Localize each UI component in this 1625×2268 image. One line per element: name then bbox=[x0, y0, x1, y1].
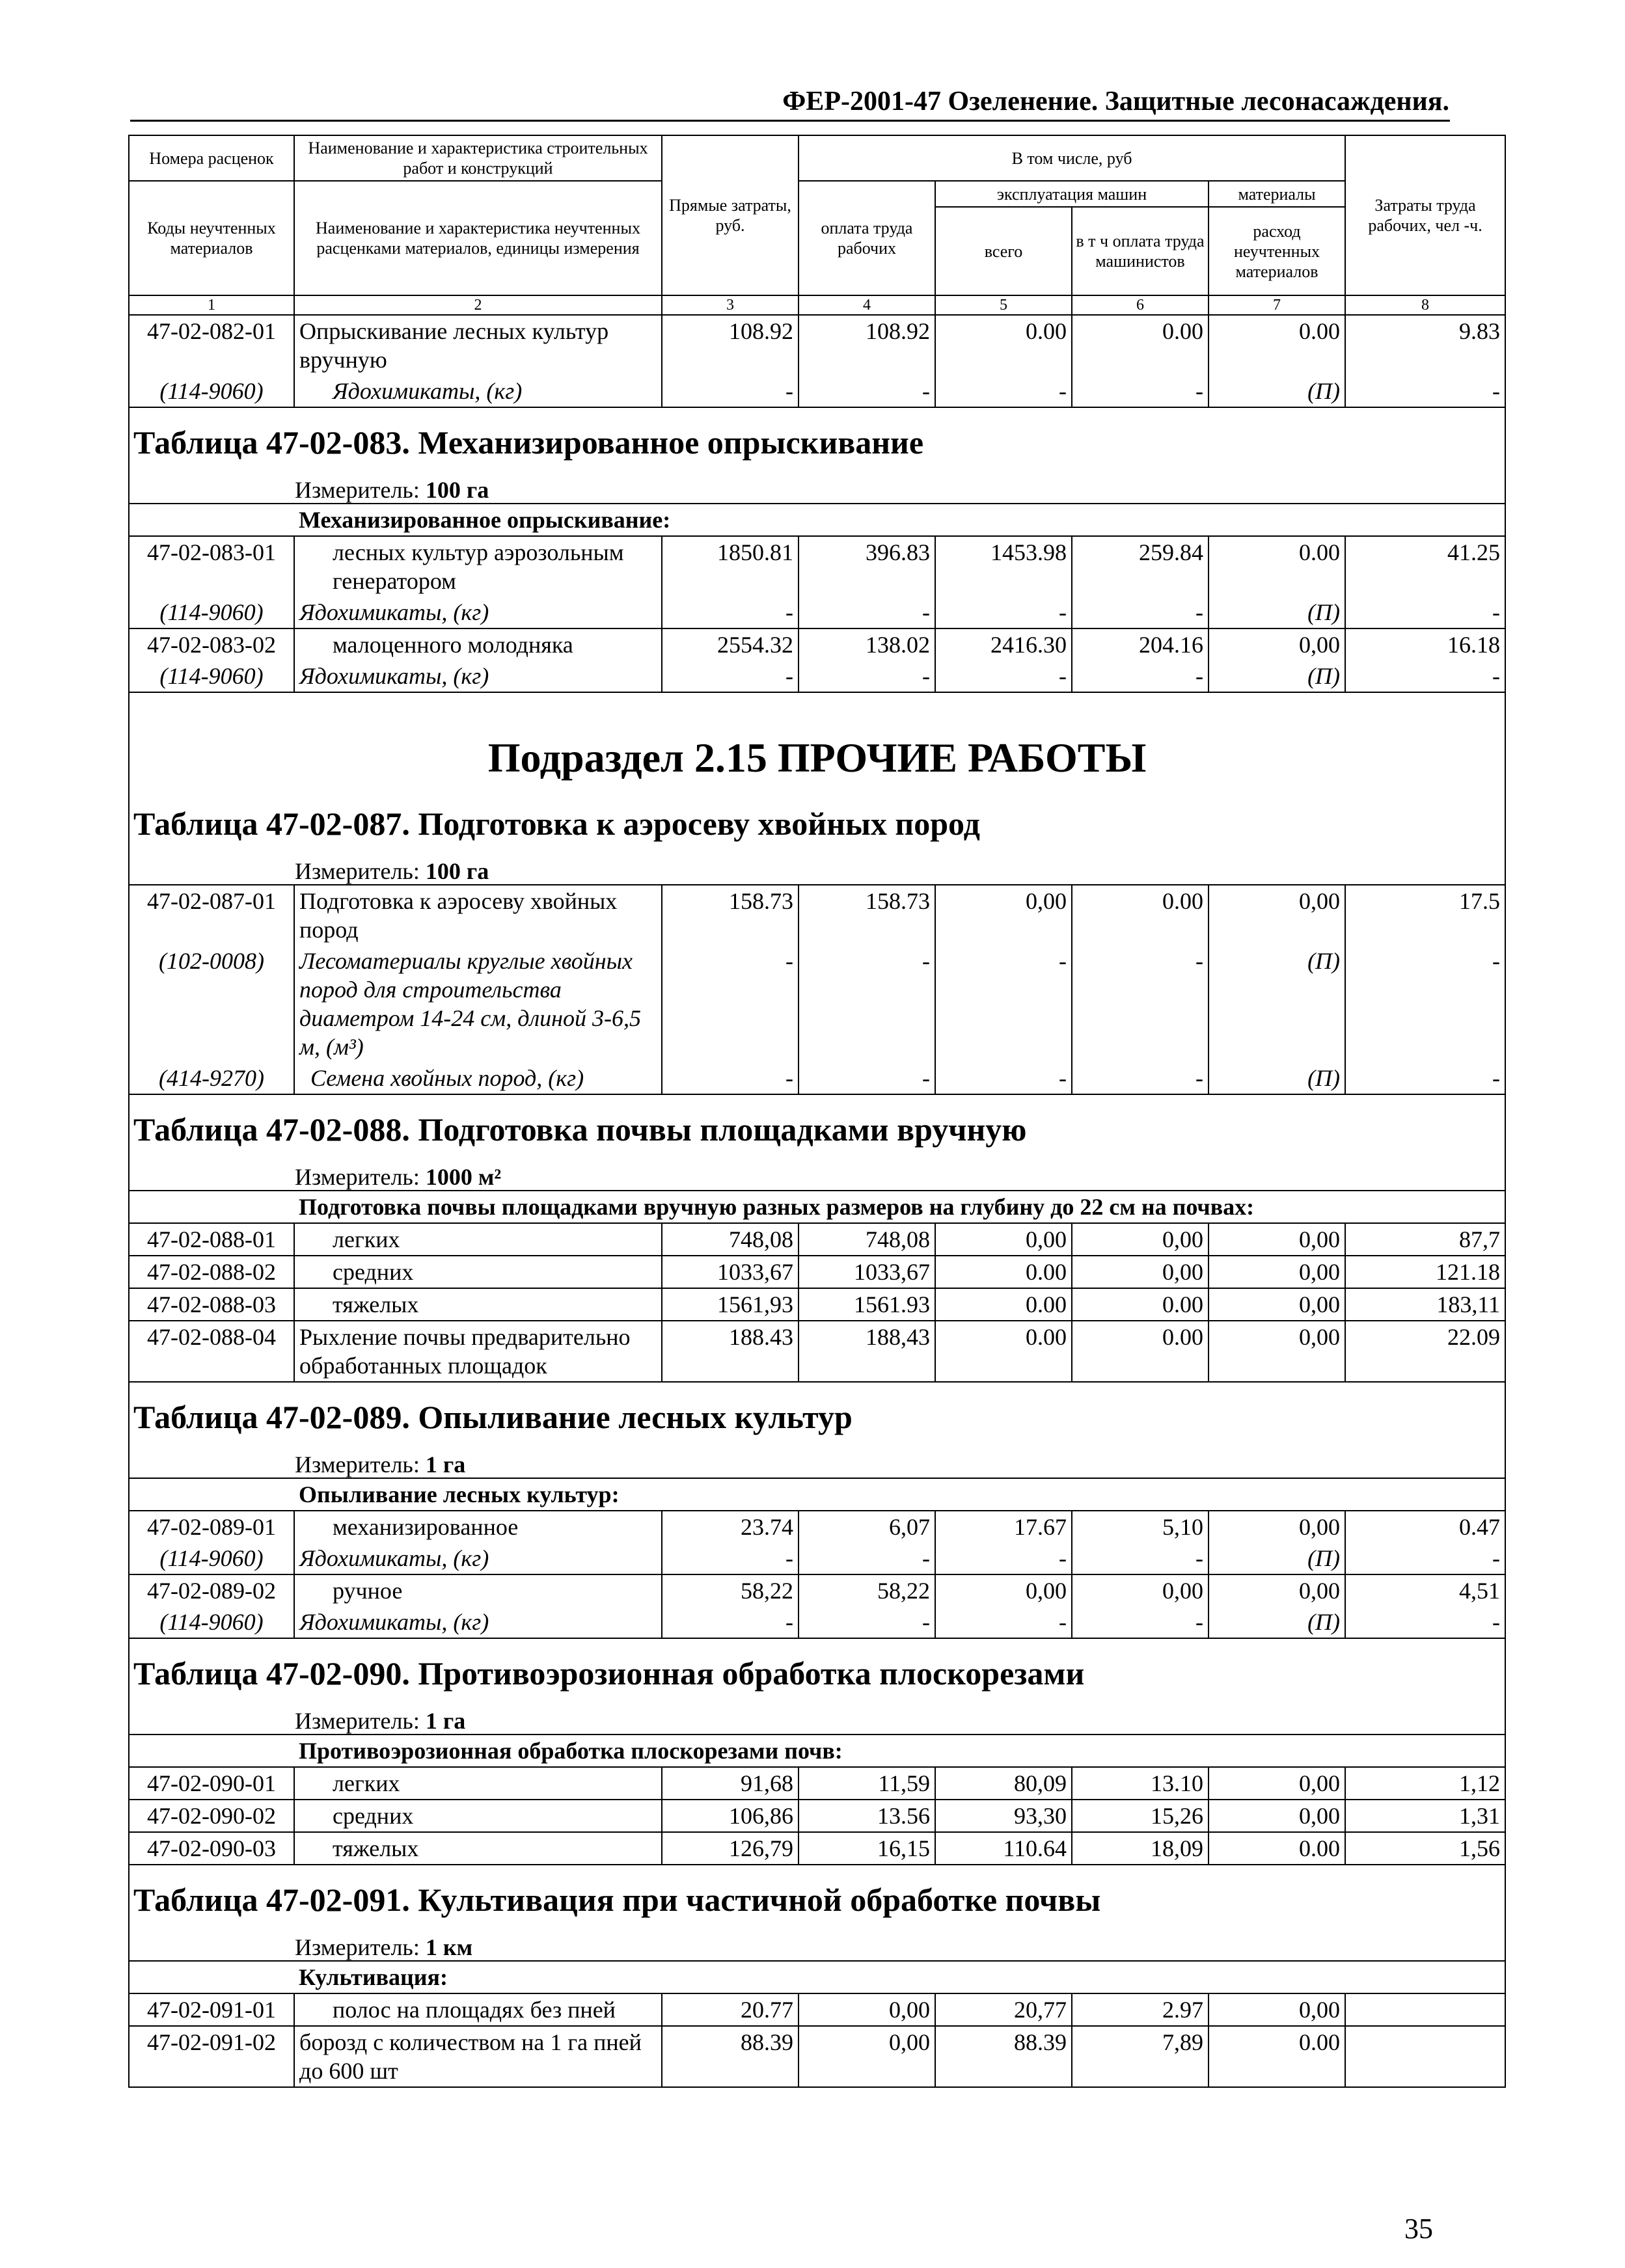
cell: (П) bbox=[1209, 1606, 1345, 1638]
material-name: Семена хвойных пород, (кг) bbox=[294, 1062, 662, 1094]
unit-label: Измеритель: bbox=[295, 1708, 420, 1734]
rate-code: 47-02-082-01 bbox=[129, 315, 294, 375]
unit-line bbox=[130, 1930, 1505, 1960]
material-name: Ядохимикаты, (кг) bbox=[294, 660, 662, 692]
group-row bbox=[129, 1961, 1505, 1993]
cell: - bbox=[935, 597, 1072, 628]
cell: - bbox=[1345, 1543, 1505, 1574]
direct-cost: 23.74 bbox=[662, 1511, 799, 1543]
hdr-col1-bottom: Коды неучтенных материалов bbox=[129, 181, 294, 295]
material-row bbox=[129, 1543, 1505, 1574]
cell: - bbox=[1345, 945, 1505, 1062]
labor-hours: 0.47 bbox=[1345, 1511, 1505, 1543]
direct-cost: 126,79 bbox=[662, 1832, 799, 1865]
table-row bbox=[129, 1574, 1505, 1606]
machinist-pay: 13.10 bbox=[1072, 1767, 1209, 1800]
materials: 0,00 bbox=[1209, 1288, 1345, 1321]
labor-hours: 41.25 bbox=[1345, 536, 1505, 597]
cell: - bbox=[935, 1606, 1072, 1638]
hdr-col6: в т ч оплата труда машинистов bbox=[1072, 207, 1209, 295]
table-title: Таблица 47-02-091. Культивация при частичной обработке почвы bbox=[133, 1882, 1101, 1918]
col-num-5: 5 bbox=[935, 295, 1072, 315]
group-title: Опыливание лесных культур: bbox=[294, 1478, 1505, 1511]
direct-cost: 88.39 bbox=[662, 2026, 799, 2087]
labor-pay: 58,22 bbox=[799, 1574, 935, 1606]
materials: 0,00 bbox=[1209, 885, 1345, 945]
table-row bbox=[129, 1321, 1505, 1382]
unit-line bbox=[130, 1448, 1505, 1478]
materials: 0,00 bbox=[1209, 1321, 1345, 1382]
material-name: Ядохимикаты, (кг) bbox=[294, 597, 662, 628]
machines-total: 0.00 bbox=[935, 1288, 1072, 1321]
header-rule bbox=[130, 120, 1450, 122]
direct-cost: 158.73 bbox=[662, 885, 799, 945]
cell: (П) bbox=[1209, 1543, 1345, 1574]
table-title: Таблица 47-02-087. Подготовка к аэросеву хвойных пород bbox=[133, 805, 980, 842]
table-title: Таблица 47-02-088. Подготовка почвы площадками вручную bbox=[133, 1111, 1027, 1148]
work-name: лесных культур аэрозольным генератором bbox=[294, 536, 662, 597]
hdr-group-machines: эксплуатация машин bbox=[935, 181, 1209, 207]
labor-hours: 183,11 bbox=[1345, 1288, 1505, 1321]
cell: - bbox=[1072, 1606, 1209, 1638]
group-title: Подготовка почвы площадками вручную разных размеров на глубину до 22 см на почвах: bbox=[294, 1191, 1505, 1223]
table-title: Таблица 47-02-083. Механизированное опрыскивание bbox=[133, 424, 924, 461]
machinist-pay: 2.97 bbox=[1072, 1993, 1209, 2026]
unit-label: Измеритель: bbox=[295, 858, 420, 884]
materials: 0,00 bbox=[1209, 1574, 1345, 1606]
labor-hours: 16.18 bbox=[1345, 628, 1505, 660]
labor-hours: 4,51 bbox=[1345, 1574, 1505, 1606]
unit-value: 1000 м² bbox=[425, 1164, 502, 1190]
machines-total: 0,00 bbox=[935, 885, 1072, 945]
table-row bbox=[129, 2026, 1505, 2087]
rate-code: 47-02-089-02 bbox=[129, 1574, 294, 1606]
labor-hours bbox=[1345, 2026, 1505, 2087]
material-row bbox=[129, 375, 1505, 407]
material-code: (414-9270) bbox=[129, 1062, 294, 1094]
running-header: ФЕР-2001-47 Озеленение. Защитные лесонасаждения. bbox=[782, 87, 1449, 116]
labor-hours: 1,31 bbox=[1345, 1800, 1505, 1832]
cell: (П) bbox=[1209, 1062, 1345, 1094]
table-row bbox=[129, 536, 1505, 597]
machinist-pay: 0,00 bbox=[1072, 1574, 1209, 1606]
cell: - bbox=[1345, 375, 1505, 407]
machinist-pay: 0.00 bbox=[1072, 315, 1209, 375]
col-num-7: 7 bbox=[1209, 295, 1345, 315]
direct-cost: 106,86 bbox=[662, 1800, 799, 1832]
cell: - bbox=[662, 1543, 799, 1574]
direct-cost: 108.92 bbox=[662, 315, 799, 375]
table-row bbox=[129, 1993, 1505, 2026]
labor-hours: 87,7 bbox=[1345, 1223, 1505, 1256]
direct-cost: 20.77 bbox=[662, 1993, 799, 2026]
cell: - bbox=[935, 1062, 1072, 1094]
unit-line bbox=[130, 1704, 1505, 1734]
labor-pay: 16,15 bbox=[799, 1832, 935, 1865]
labor-pay: 1561.93 bbox=[799, 1288, 935, 1321]
machinist-pay: 0,00 bbox=[1072, 1256, 1209, 1288]
unit-label: Измеритель: bbox=[295, 1451, 420, 1478]
group-title: Культивация: bbox=[294, 1961, 1505, 1993]
header-row-2 bbox=[129, 181, 1505, 207]
table-title: Таблица 47-02-089. Опыливание лесных культур bbox=[133, 1399, 853, 1435]
work-name: тяжелых bbox=[294, 1288, 662, 1321]
cell: - bbox=[799, 375, 935, 407]
hdr-col5: всего bbox=[935, 207, 1072, 295]
materials: 0.00 bbox=[1209, 536, 1345, 597]
cell: (П) bbox=[1209, 945, 1345, 1062]
group-row bbox=[129, 1191, 1505, 1223]
labor-pay: 748,08 bbox=[799, 1223, 935, 1256]
machinist-pay: 259.84 bbox=[1072, 536, 1209, 597]
work-name: малоценного молодняка bbox=[294, 628, 662, 660]
hdr-col8: Затраты труда рабочих, чел -ч. bbox=[1345, 135, 1505, 295]
material-name: Ядохимикаты, (кг) bbox=[294, 1606, 662, 1638]
work-name: ручное bbox=[294, 1574, 662, 1606]
work-name: тяжелых bbox=[294, 1832, 662, 1865]
material-code: (102-0008) bbox=[129, 945, 294, 1062]
machines-total: 17.67 bbox=[935, 1511, 1072, 1543]
unit-value: 100 га bbox=[425, 858, 489, 884]
rate-code: 47-02-090-01 bbox=[129, 1767, 294, 1800]
machines-total: 110.64 bbox=[935, 1832, 1072, 1865]
machinist-pay: 15,26 bbox=[1072, 1800, 1209, 1832]
material-name: Лесоматериалы круглые хвойных пород для строительства диаметром 14-24 см, длиной 3-6,5 м, (м³) bbox=[294, 945, 662, 1062]
page-number: 35 bbox=[1404, 2213, 1433, 2245]
material-code: (114-9060) bbox=[129, 1543, 294, 1574]
materials: 0,00 bbox=[1209, 1800, 1345, 1832]
materials: 0,00 bbox=[1209, 1993, 1345, 2026]
work-name: Опрыскивание лесных культур вручную bbox=[294, 315, 662, 375]
work-name: средних bbox=[294, 1800, 662, 1832]
direct-cost: 2554.32 bbox=[662, 628, 799, 660]
rate-code: 47-02-089-01 bbox=[129, 1511, 294, 1543]
rate-code: 47-02-088-03 bbox=[129, 1288, 294, 1321]
materials: 0,00 bbox=[1209, 1223, 1345, 1256]
cell: - bbox=[662, 1062, 799, 1094]
cell: - bbox=[935, 660, 1072, 692]
labor-pay: 11,59 bbox=[799, 1767, 935, 1800]
cell: - bbox=[935, 1543, 1072, 1574]
materials: 0,00 bbox=[1209, 1511, 1345, 1543]
cell: - bbox=[662, 660, 799, 692]
cell: - bbox=[662, 945, 799, 1062]
unit-value: 1 км bbox=[425, 1934, 473, 1960]
unit-value: 100 га bbox=[425, 477, 489, 503]
rate-code: 47-02-091-02 bbox=[129, 2026, 294, 2087]
table-row bbox=[129, 1288, 1505, 1321]
machinist-pay: 0.00 bbox=[1072, 1321, 1209, 1382]
machines-total: 2416.30 bbox=[935, 628, 1072, 660]
cell: (П) bbox=[1209, 375, 1345, 407]
group-row bbox=[129, 1478, 1505, 1511]
table-title-row bbox=[129, 692, 1505, 885]
machines-total: 0.00 bbox=[935, 315, 1072, 375]
machines-total: 88.39 bbox=[935, 2026, 1072, 2087]
labor-pay: 188,43 bbox=[799, 1321, 935, 1382]
cell: - bbox=[799, 1543, 935, 1574]
cell: - bbox=[1345, 1062, 1505, 1094]
price-table bbox=[128, 135, 1506, 2088]
unit-line bbox=[130, 1160, 1505, 1190]
material-code: (114-9060) bbox=[129, 597, 294, 628]
cell: - bbox=[935, 375, 1072, 407]
materials: 0,00 bbox=[1209, 628, 1345, 660]
materials: 0,00 bbox=[1209, 1767, 1345, 1800]
table-row bbox=[129, 885, 1505, 945]
labor-pay: 158.73 bbox=[799, 885, 935, 945]
cell: (П) bbox=[1209, 597, 1345, 628]
rate-code: 47-02-090-02 bbox=[129, 1800, 294, 1832]
material-code: (114-9060) bbox=[129, 660, 294, 692]
labor-pay: 13.56 bbox=[799, 1800, 935, 1832]
direct-cost: 1561,93 bbox=[662, 1288, 799, 1321]
rate-code: 47-02-091-01 bbox=[129, 1993, 294, 2026]
labor-hours: 22.09 bbox=[1345, 1321, 1505, 1382]
cell: - bbox=[1345, 660, 1505, 692]
material-row bbox=[129, 1062, 1505, 1094]
price-table-frame bbox=[128, 135, 1505, 2088]
labor-hours: 1,56 bbox=[1345, 1832, 1505, 1865]
machinist-pay: 7,89 bbox=[1072, 2026, 1209, 2087]
materials: 0.00 bbox=[1209, 1832, 1345, 1865]
rate-code: 47-02-083-01 bbox=[129, 536, 294, 597]
material-code: (114-9060) bbox=[129, 375, 294, 407]
cell: - bbox=[935, 945, 1072, 1062]
cell: - bbox=[1345, 597, 1505, 628]
table-row bbox=[129, 1511, 1505, 1543]
machines-total: 0,00 bbox=[935, 1223, 1072, 1256]
group-row bbox=[129, 504, 1505, 536]
rate-code: 47-02-090-03 bbox=[129, 1832, 294, 1865]
machinist-pay: 0.00 bbox=[1072, 1288, 1209, 1321]
hdr-col2-bottom: Наименование и характеристика неучтенных расценками материалов, единицы измерения bbox=[294, 181, 662, 295]
cell: - bbox=[1345, 1606, 1505, 1638]
col-num-1: 1 bbox=[129, 295, 294, 315]
cell: - bbox=[1072, 375, 1209, 407]
work-name: Подготовка к аэросеву хвойных пород bbox=[294, 885, 662, 945]
hdr-col7: расход неучтенных материалов bbox=[1209, 207, 1345, 295]
material-name: Ядохимикаты, (кг) bbox=[294, 1543, 662, 1574]
rate-code: 47-02-087-01 bbox=[129, 885, 294, 945]
group-row bbox=[129, 1735, 1505, 1767]
labor-hours: 9.83 bbox=[1345, 315, 1505, 375]
table-title-row bbox=[129, 1382, 1505, 1478]
hdr-col4: оплата труда рабочих bbox=[799, 181, 935, 295]
labor-pay: 138.02 bbox=[799, 628, 935, 660]
column-numbers-row bbox=[129, 295, 1505, 315]
work-name: полос на площадях без пней bbox=[294, 1993, 662, 2026]
cell: - bbox=[799, 1606, 935, 1638]
materials: 0,00 bbox=[1209, 1256, 1345, 1288]
labor-pay: 108.92 bbox=[799, 315, 935, 375]
labor-pay: 0,00 bbox=[799, 1993, 935, 2026]
unit-label: Измеритель: bbox=[295, 1164, 420, 1190]
cell: - bbox=[799, 945, 935, 1062]
rate-code: 47-02-088-01 bbox=[129, 1223, 294, 1256]
direct-cost: 748,08 bbox=[662, 1223, 799, 1256]
material-row bbox=[129, 597, 1505, 628]
unit-label: Измеритель: bbox=[295, 477, 420, 503]
machines-total: 80,09 bbox=[935, 1767, 1072, 1800]
direct-cost: 1033,67 bbox=[662, 1256, 799, 1288]
machinist-pay: 5,10 bbox=[1072, 1511, 1209, 1543]
unit-line bbox=[130, 854, 1505, 884]
machinist-pay: 0.00 bbox=[1072, 885, 1209, 945]
work-name: борозд с количеством на 1 га пней до 600 шт bbox=[294, 2026, 662, 2087]
rate-code: 47-02-088-02 bbox=[129, 1256, 294, 1288]
labor-hours: 17.5 bbox=[1345, 885, 1505, 945]
work-name: средних bbox=[294, 1256, 662, 1288]
subsection-title: Подраздел 2.15 ПРОЧИЕ РАБОТЫ bbox=[487, 735, 1147, 781]
machines-total: 0.00 bbox=[935, 1256, 1072, 1288]
material-name: Ядохимикаты, (кг) bbox=[294, 375, 662, 407]
unit-value: 1 га bbox=[425, 1708, 466, 1734]
machines-total: 93,30 bbox=[935, 1800, 1072, 1832]
table-title-row bbox=[129, 407, 1505, 504]
machinist-pay: 0,00 bbox=[1072, 1223, 1209, 1256]
cell: - bbox=[1072, 660, 1209, 692]
cell: - bbox=[662, 375, 799, 407]
table-row bbox=[129, 1767, 1505, 1800]
labor-hours: 1,12 bbox=[1345, 1767, 1505, 1800]
unit-label: Измеритель: bbox=[295, 1934, 420, 1960]
table-row bbox=[129, 1223, 1505, 1256]
cell: - bbox=[799, 660, 935, 692]
direct-cost: 188.43 bbox=[662, 1321, 799, 1382]
table-row bbox=[129, 1256, 1505, 1288]
labor-hours bbox=[1345, 1993, 1505, 2026]
hdr-col2-top: Наименование и характеристика строительных работ и конструкций bbox=[294, 135, 662, 181]
materials: 0.00 bbox=[1209, 2026, 1345, 2087]
table-title-row bbox=[129, 1865, 1505, 1961]
table-row bbox=[129, 315, 1505, 375]
col-num-4: 4 bbox=[799, 295, 935, 315]
machines-total: 0.00 bbox=[935, 1321, 1072, 1382]
group-title: Противоэрозионная обработка плоскорезами почв: bbox=[294, 1735, 1505, 1767]
machinist-pay: 204.16 bbox=[1072, 628, 1209, 660]
labor-pay: 0,00 bbox=[799, 2026, 935, 2087]
work-name: механизированное bbox=[294, 1511, 662, 1543]
col-num-2: 2 bbox=[294, 295, 662, 315]
machinist-pay: 18,09 bbox=[1072, 1832, 1209, 1865]
cell: - bbox=[1072, 1062, 1209, 1094]
table-title-row bbox=[129, 1094, 1505, 1191]
cell: - bbox=[662, 597, 799, 628]
direct-cost: 91,68 bbox=[662, 1767, 799, 1800]
direct-cost: 1850.81 bbox=[662, 536, 799, 597]
table-row bbox=[129, 628, 1505, 660]
machines-total: 1453.98 bbox=[935, 536, 1072, 597]
material-code: (114-9060) bbox=[129, 1606, 294, 1638]
machines-total: 0,00 bbox=[935, 1574, 1072, 1606]
col-num-3: 3 bbox=[662, 295, 799, 315]
materials: 0.00 bbox=[1209, 315, 1345, 375]
work-name: легких bbox=[294, 1223, 662, 1256]
hdr-col3: Прямые затраты, руб. bbox=[662, 135, 799, 295]
table-row bbox=[129, 1832, 1505, 1865]
cell: - bbox=[799, 597, 935, 628]
col-num-8: 8 bbox=[1345, 295, 1505, 315]
cell: - bbox=[799, 1062, 935, 1094]
direct-cost: 58,22 bbox=[662, 1574, 799, 1606]
work-name: легких bbox=[294, 1767, 662, 1800]
hdr-group-materials: материалы bbox=[1209, 181, 1345, 207]
table-title: Таблица 47-02-090. Противоэрозионная обработка плоскорезами bbox=[133, 1655, 1085, 1692]
col-num-6: 6 bbox=[1072, 295, 1209, 315]
labor-pay: 396.83 bbox=[799, 536, 935, 597]
cell: - bbox=[662, 1606, 799, 1638]
unit-line bbox=[130, 473, 1505, 503]
rate-code: 47-02-083-02 bbox=[129, 628, 294, 660]
cell: (П) bbox=[1209, 660, 1345, 692]
material-row bbox=[129, 1606, 1505, 1638]
work-name: Рыхление почвы предварительно обработанных площадок bbox=[294, 1321, 662, 1382]
table-row bbox=[129, 1800, 1505, 1832]
group-title: Механизированное опрыскивание: bbox=[294, 504, 1505, 536]
machines-total: 20,77 bbox=[935, 1993, 1072, 2026]
labor-pay: 6,07 bbox=[799, 1511, 935, 1543]
hdr-group-in: В том числе, руб bbox=[799, 135, 1345, 181]
cell: - bbox=[1072, 945, 1209, 1062]
rate-code: 47-02-088-04 bbox=[129, 1321, 294, 1382]
material-row bbox=[129, 945, 1505, 1062]
cell: - bbox=[1072, 1543, 1209, 1574]
hdr-col1-top: Номера расценок bbox=[129, 135, 294, 181]
labor-hours: 121.18 bbox=[1345, 1256, 1505, 1288]
material-row bbox=[129, 660, 1505, 692]
unit-value: 1 га bbox=[425, 1451, 466, 1478]
labor-pay: 1033,67 bbox=[799, 1256, 935, 1288]
header-row-1 bbox=[129, 135, 1505, 181]
table-title-row bbox=[129, 1638, 1505, 1735]
cell: - bbox=[1072, 597, 1209, 628]
